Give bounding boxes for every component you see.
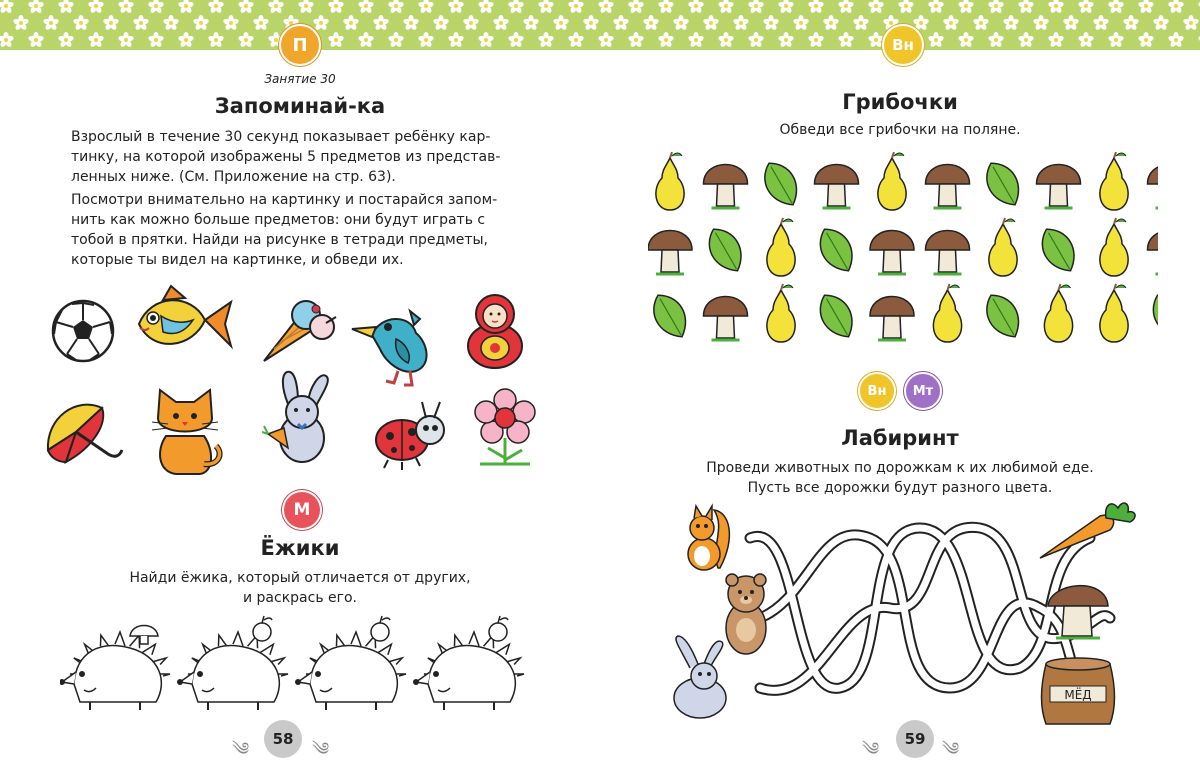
- mushroom-icon[interactable]: [1148, 231, 1159, 275]
- pear-icon[interactable]: [767, 284, 795, 342]
- bird-icon[interactable]: [350, 305, 440, 387]
- mushroom-icon[interactable]: [870, 297, 914, 341]
- leaf-icon[interactable]: [648, 288, 694, 344]
- maze[interactable]: [660, 498, 1160, 728]
- hedgehog-icon[interactable]: [295, 616, 406, 710]
- pear-icon[interactable]: [767, 218, 795, 276]
- maze-instruction: [650, 458, 1150, 498]
- flower-icon[interactable]: [470, 388, 540, 472]
- mushroom-icon[interactable]: [648, 231, 692, 275]
- leaf-icon[interactable]: [701, 222, 750, 278]
- leaf-icon[interactable]: [812, 288, 861, 344]
- text-line: Посмотри внимательно на картинку и постарайся запом-: [71, 192, 498, 208]
- pear-icon[interactable]: [933, 284, 961, 342]
- ball-icon[interactable]: [50, 298, 116, 364]
- text-line: тобой в прятки. Найди на рисунке в тетради предметы,: [71, 232, 488, 248]
- honey-label: МЁД: [1064, 688, 1092, 702]
- page-ornament-right: ༄: [312, 739, 330, 760]
- mushroom-instruction: Обведи все грибочки на поляне.: [779, 122, 1021, 138]
- bear-icon: [726, 574, 766, 654]
- text-line: ленных ниже. (См. Приложение на стр. 63).: [71, 169, 396, 185]
- umbrella-icon[interactable]: [44, 394, 128, 466]
- leaf-icon[interactable]: [1145, 288, 1158, 344]
- text-line: Проведи животных по дорожкам к их любимой еде.: [706, 460, 1094, 476]
- page-number-58: 58: [264, 720, 302, 758]
- hedgehog-instruction: [100, 568, 500, 608]
- text-line: и раскрась его.: [242, 590, 358, 606]
- flower-pattern: [0, 0, 1200, 50]
- mushroom-icon[interactable]: [815, 165, 859, 209]
- title-maze: Лабиринт: [841, 426, 959, 450]
- page-ornament-left: ༄: [232, 739, 250, 760]
- leaf-icon[interactable]: [979, 288, 1028, 344]
- page-number-59: 59: [896, 720, 934, 758]
- pear-icon[interactable]: [1100, 152, 1128, 210]
- top-flower-band: [0, 0, 1200, 50]
- leaf-icon[interactable]: [979, 156, 1028, 212]
- carrot-icon: [1040, 503, 1135, 558]
- text-line: тинку, на которой изображены 5 предметов из представ-: [71, 149, 501, 165]
- hedgehog-icon[interactable]: [413, 616, 524, 710]
- leaf-icon[interactable]: [757, 156, 806, 212]
- mushroom-icon[interactable]: [870, 231, 914, 275]
- badge-m: М: [282, 490, 322, 530]
- pear-icon[interactable]: [878, 152, 906, 210]
- text-line: Найди ёжика, который отличается от других,: [129, 570, 471, 586]
- pear-icon[interactable]: [656, 152, 684, 210]
- instruction-paragraph-1: [71, 127, 541, 187]
- badge-mt-maze: Мт: [904, 372, 942, 410]
- page-ornament-right-2: ༄: [942, 739, 960, 760]
- ice-cream-icon[interactable]: [260, 293, 342, 365]
- page-ornament-left-2: ༄: [862, 739, 880, 760]
- pear-icon[interactable]: [1100, 218, 1128, 276]
- mushroom-icon[interactable]: [704, 297, 748, 341]
- pear-icon[interactable]: [989, 218, 1017, 276]
- title-zapominayka: Запоминай-ка: [214, 94, 386, 118]
- text-line: Взрослый в течение 30 секунд показывает ребёнку кар-: [71, 129, 491, 145]
- lesson-label: Занятие 30: [264, 72, 336, 86]
- honey-barrel-icon: [1042, 658, 1115, 724]
- hedgehog-icon[interactable]: [60, 626, 170, 711]
- hedgehog-row: [60, 612, 540, 712]
- fish-icon[interactable]: [133, 282, 235, 362]
- bunny-icon[interactable]: [262, 368, 346, 468]
- text-line: Пусть все дорожки будут разного цвета.: [747, 480, 1053, 496]
- squirrel-icon: [688, 506, 729, 570]
- title-hedgehogs: Ёжики: [260, 536, 340, 560]
- pear-icon[interactable]: [1100, 284, 1128, 342]
- leaf-icon[interactable]: [1034, 222, 1083, 278]
- mushroom-icon[interactable]: [1148, 165, 1159, 209]
- leaf-icon[interactable]: [812, 222, 861, 278]
- cat-icon[interactable]: [148, 384, 226, 478]
- title-mushrooms: Грибочки: [842, 90, 958, 114]
- rabbit-icon: [674, 636, 726, 718]
- badge-vn: Вн: [882, 24, 924, 66]
- mushroom-icon[interactable]: [926, 231, 970, 275]
- hedgehog-icon[interactable]: [177, 616, 288, 710]
- mushroom-pear-leaf-grid: [648, 152, 1158, 348]
- pear-icon[interactable]: [1044, 284, 1072, 342]
- mushroom-icon[interactable]: [926, 165, 970, 209]
- mushroom-icon[interactable]: [1037, 165, 1081, 209]
- mushroom-icon[interactable]: [704, 165, 748, 209]
- badge-p: П: [279, 24, 321, 66]
- instruction-paragraph-2: [71, 190, 541, 270]
- text-line: которые ты видел на картинке, и обведи их.: [71, 252, 404, 268]
- ladybug-icon[interactable]: [372, 398, 450, 470]
- matryoshka-icon[interactable]: [464, 292, 526, 370]
- text-line: нить как можно больше предметов: они будут играть с: [71, 212, 486, 228]
- badge-vn-maze: Вн: [858, 372, 896, 410]
